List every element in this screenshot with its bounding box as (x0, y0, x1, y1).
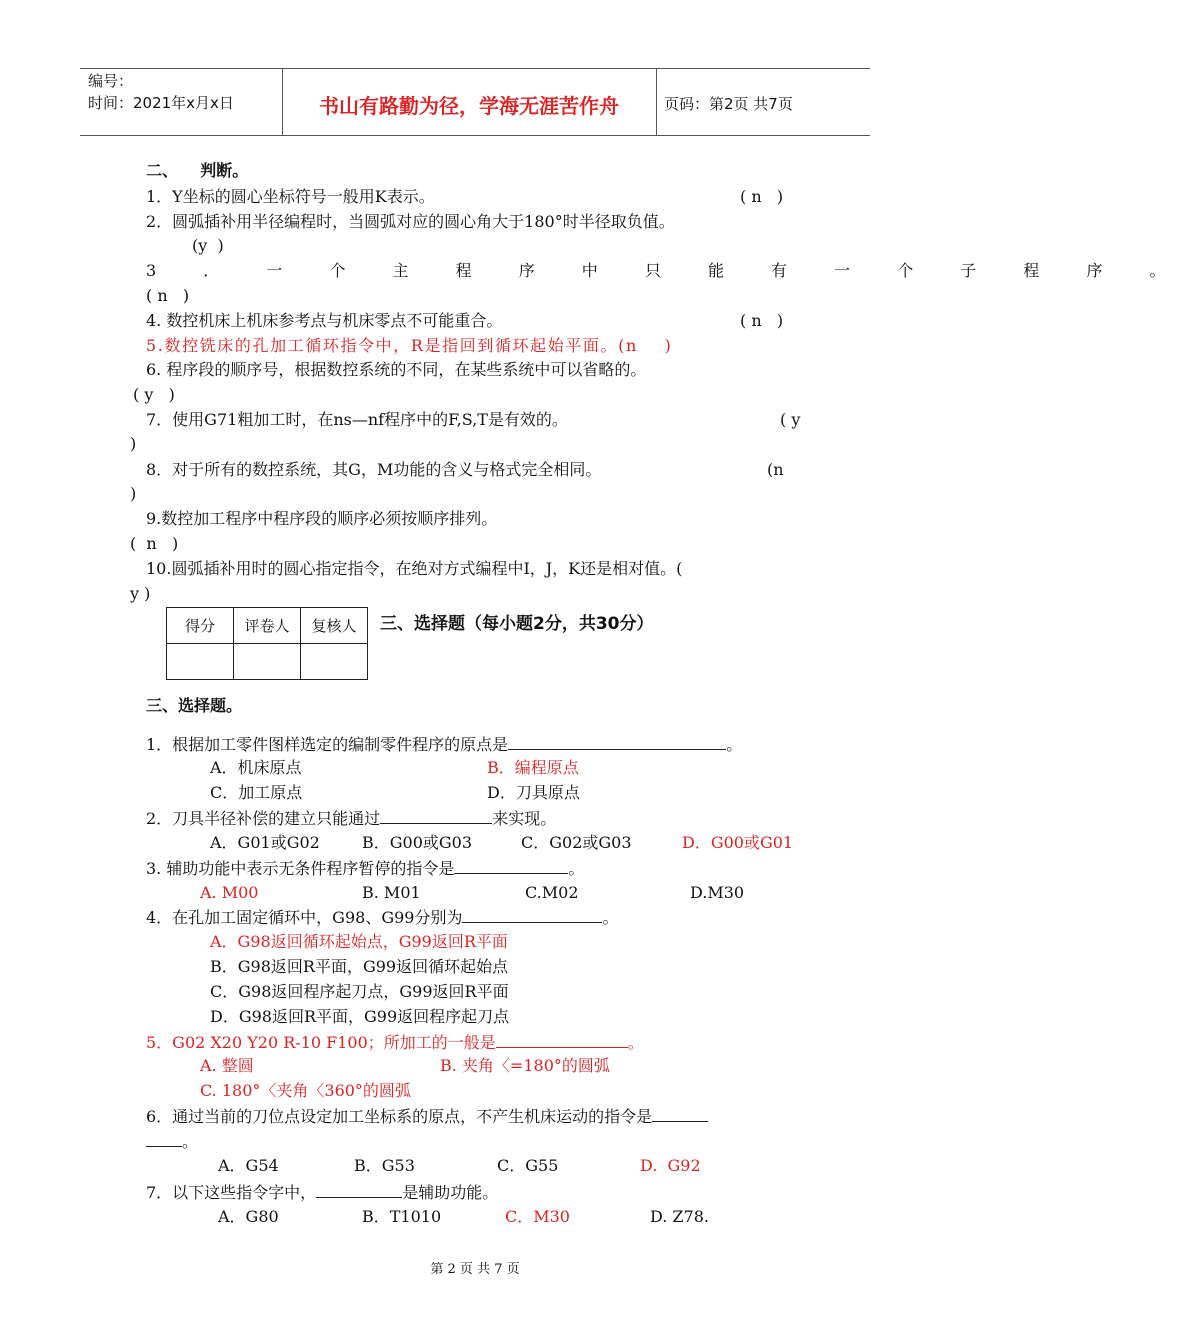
choice-q6-option-d: D. G92 (640, 1156, 701, 1175)
choice-q3 (146, 857, 584, 880)
header-meta (88, 70, 234, 114)
choice-q2-end: 来实现。 (492, 809, 557, 828)
choice-heading: 三、选择题。 (146, 696, 243, 715)
choice-q2 (146, 807, 556, 830)
choice-q1-text: 1．根据加工零件图样选定的编制零件程序的原点是 (146, 735, 509, 754)
choice-q3-option-b: B. M01 (362, 883, 421, 902)
header-page-info: 页码：第2页 共7页 (664, 95, 793, 113)
page-footer: 第 2 页 共 7 页 (430, 1262, 520, 1277)
choice-q6-option-a: A．G54 (218, 1156, 279, 1175)
judge-item-4: 4. 数控机床上机床参考点与机床零点不可能重合。 (146, 311, 503, 330)
judge-answer-4: ( n ) (740, 311, 784, 330)
choice-q6-option-b: B．G53 (354, 1156, 415, 1175)
choice-q7 (146, 1181, 498, 1204)
answer-blank (316, 1181, 402, 1198)
judge-item-3-text: 3 ． 一 个 主 程 序 中 只 能 有 一 个 子 程 序 。 (146, 261, 1187, 280)
judge-item-5: 5.数控铣床的孔加工循环指令中，R是指回到循环起始平面。(n ) (146, 336, 673, 355)
choice-q1-end: 。 (726, 735, 743, 754)
choice-q5-end: 。 (627, 1033, 644, 1052)
serial-label: 编号： (88, 72, 134, 90)
judge-answer-1: ( n ) (740, 187, 784, 206)
choice-q7-option-b: B．T1010 (362, 1207, 442, 1226)
choice-q7-option-a: A．G80 (218, 1207, 279, 1226)
choice-q3-option-a: A. M00 (200, 883, 259, 902)
score-header-grader: 评卷人 (234, 608, 301, 644)
score-cell-grader (234, 644, 301, 680)
choice-q5-option-a: A. 整圆 (200, 1056, 254, 1075)
judge-item-9: 9.数控加工程序中程序段的顺序必须按顺序排列。 (146, 509, 498, 528)
header-motto: 书山有路勤为径，学海无涯苦作舟 (319, 94, 619, 118)
choice-q5-option-c: C. 180°〈夹角〈360°的圆弧 (200, 1081, 411, 1100)
choice-q3-option-d: D.M30 (690, 883, 745, 902)
score-cell-score (167, 644, 234, 680)
choice-q1-option-c: C．加工原点 (210, 783, 303, 802)
score-header-reviewer: 复核人 (301, 608, 368, 644)
choice-q6-option-c: C．G55 (497, 1156, 559, 1175)
judge-answer-10: y ) (130, 584, 151, 603)
choice-q1-option-d: D．刀具原点 (487, 783, 580, 802)
choice-q5-option-b: B. 夹角〈=180°的圆弧 (440, 1056, 610, 1075)
answer-blank (454, 857, 568, 874)
score-table-header-row (167, 608, 368, 644)
choice-q1-option-a: A．机床原点 (210, 758, 302, 777)
choice-q6-end: 。 (182, 1132, 199, 1151)
score-table (166, 607, 368, 680)
choice-q6-text: 6．通过当前的刀位点设定加工坐标系的原点，不产生机床运动的指令是 (146, 1107, 653, 1126)
answer-blank (508, 733, 726, 750)
judge-answer-6: ( y ) (133, 385, 175, 404)
choice-q7-text: 7．以下这些指令字中， (146, 1183, 317, 1202)
choice-q2-option-d: D．G00或G01 (682, 833, 794, 852)
judge-item-7: 7．使用G71粗加工时，在ns—nf程序中的F,S,T是有效的。 (146, 410, 568, 429)
judge-item-8: 8．对于所有的数控系统，其G，M功能的含义与格式完全相同。 (146, 460, 602, 479)
choice-q7-end: 是辅助功能。 (402, 1183, 499, 1202)
choice-q4-option-d: D．G98返回R平面，G99返回程序起刀点 (210, 1007, 510, 1026)
choice-q3-end: 。 (568, 859, 585, 878)
choice-q4 (146, 906, 618, 929)
choice-q2-text: 2．刀具半径补偿的建立只能通过 (146, 809, 381, 828)
choice-q4-option-b: B．G98返回R平面，G99返回循环起始点 (210, 957, 509, 976)
choice-q1-option-b: B．编程原点 (487, 758, 579, 777)
answer-blank (380, 807, 492, 824)
choice-q1 (146, 733, 742, 756)
judge-item-3 (146, 260, 1187, 282)
header-top-rule (80, 68, 870, 69)
choice-q4-text: 4．在孔加工固定循环中，G98、G99分别为 (146, 908, 463, 927)
choice-q3-text: 3. 辅助功能中表示无条件程序暂停的指令是 (146, 859, 455, 878)
judge-answer-3: ( n ) (146, 286, 190, 305)
score-header-score: 得分 (167, 608, 234, 644)
judge-answer-2: (y ) (192, 236, 224, 255)
time-label: 时间：2021年x月x日 (88, 94, 234, 112)
choice-q6-cont (146, 1130, 198, 1153)
answer-blank (652, 1105, 708, 1122)
choice-q2-option-b: B．G00或G03 (362, 833, 473, 852)
choice-q5 (146, 1031, 644, 1054)
answer-blank (146, 1130, 182, 1147)
judge-item-6: 6. 程序段的顺序号，根据数控系统的不同，在某些系统中可以省略的。 (146, 360, 647, 379)
header-bottom-rule (80, 135, 870, 136)
choice-q2-option-a: A．G01或G02 (210, 833, 320, 852)
answer-blank (462, 906, 602, 923)
judge-answer-8: (n (767, 460, 784, 479)
header-divider (656, 68, 657, 135)
judge-item-10: 10.圆弧插补用时的圆心指定指令，在绝对方式编程中I，J，K还是相对值。( (146, 559, 683, 578)
score-table-entry-row (167, 644, 368, 680)
choice-q7-option-c: C．M30 (505, 1207, 570, 1226)
choice-q4-option-c: C．G98返回程序起刀点，G99返回R平面 (210, 982, 509, 1001)
judge-answer-7-close: ) (130, 434, 137, 453)
judge-answer-9: ( n ) (130, 534, 179, 553)
judge-item-2: 2．圆弧插补用半径编程时，当圆弧对应的圆心角大于180°时半径取负值。 (146, 212, 675, 231)
choice-q4-end: 。 (602, 908, 619, 927)
choice-q3-option-c: C.M02 (525, 883, 579, 902)
judge-heading: 二、 判断。 (146, 161, 249, 180)
answer-blank (496, 1031, 628, 1048)
choice-q5-text: 5．G02 X20 Y20 R-10 F100；所加工的一般是 (146, 1033, 496, 1052)
choice-q7-option-d: D. Z78. (650, 1207, 709, 1226)
score-cell-reviewer (301, 644, 368, 680)
judge-answer-8-close: ) (130, 484, 137, 503)
judge-answer-7: ( y (780, 410, 801, 429)
choice-q4-option-a: A．G98返回循环起始点，G99返回R平面 (210, 932, 508, 951)
choice-q2-option-c: C．G02或G03 (521, 833, 632, 852)
choice-q6 (146, 1105, 708, 1128)
choice-section-title: 三、选择题（每小题2分，共30分） (380, 614, 654, 634)
judge-item-1: 1．Y坐标的圆心坐标符号一般用K表示。 (146, 187, 435, 206)
